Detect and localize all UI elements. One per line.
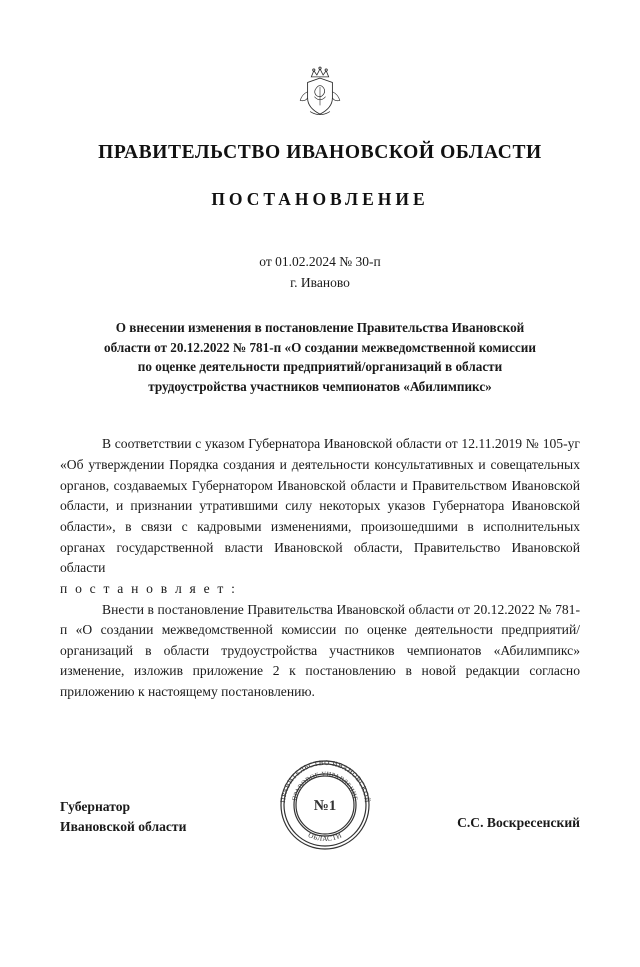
city: г. Иваново xyxy=(290,274,350,290)
signature-block xyxy=(60,797,580,838)
svg-text:ПРАВОВОЕ УПРАВЛЕНИЕ: ПРАВОВОЕ УПРАВЛЕНИЕ xyxy=(291,770,359,802)
organization-title: ПРАВИТЕЛЬСТВО ИВАНОВСКОЙ ОБЛАСТИ xyxy=(98,142,542,163)
signer-position-line1: Губернатор xyxy=(60,799,131,814)
document-body xyxy=(60,434,580,703)
document-subject: О внесении изменения в постановление Правительства Ивановской области от 20.12.2022 № 781-п «О создании межведомственной комиссии по оценке деятельности предприятий/организаций в области трудоустройства участников чемпионатов «Абилимпикс» xyxy=(104,320,536,394)
signer-position-line2: Ивановской области xyxy=(60,819,187,835)
decree-word: п о с т а н о в л я е т : xyxy=(60,580,238,596)
stamp-center-text: №1 xyxy=(313,798,337,814)
svg-text:ПРАВИТЕЛЬСТВО ИВАНОВСКОЙ: ПРАВИТЕЛЬСТВО ИВАНОВСКОЙ xyxy=(278,758,372,804)
signer-position xyxy=(60,797,186,838)
date-and-number: от 01.02.2024 № 30-п xyxy=(259,254,381,269)
document-meta xyxy=(0,252,640,292)
signer-name: С.С. Воскресенский xyxy=(457,815,580,830)
document-page xyxy=(0,62,640,967)
svg-text:ОБЛАСТИ: ОБЛАСТИ xyxy=(306,831,344,844)
body-paragraph-2: Внести в постановление Правительства Ивановской области от 20.12.2022 № 781-п «О создании межведомственной комиссии по оценке деятельности предприятий/организаций в области трудоустройства участников чемпионатов «Абилимпикс» изменение, изложив приложение 2 к постановлению в новой редакции согласно приложению к настоящему постановлению. xyxy=(60,601,580,700)
coat-of-arms-icon xyxy=(289,62,351,124)
emblem-container xyxy=(0,62,640,124)
document-type: ПОСТАНОВЛЕНИЕ xyxy=(211,189,429,209)
body-paragraph-1: В соответствии с указом Губернатора Ивановской области от 12.11.2019 № 105-уг «Об утверждении Порядка создания и деятельности консультативных и совещательных органов, создаваемых Губернатором Ивановской области и Правительством Ивановской области, и признании утратившими силу некоторых указов Губернатора Ивановской области», в связи с кадровыми изменениями, произошедшими в исполнительных органах государственной власти Ивановской области, Правительство Ивановской области xyxy=(60,436,580,576)
